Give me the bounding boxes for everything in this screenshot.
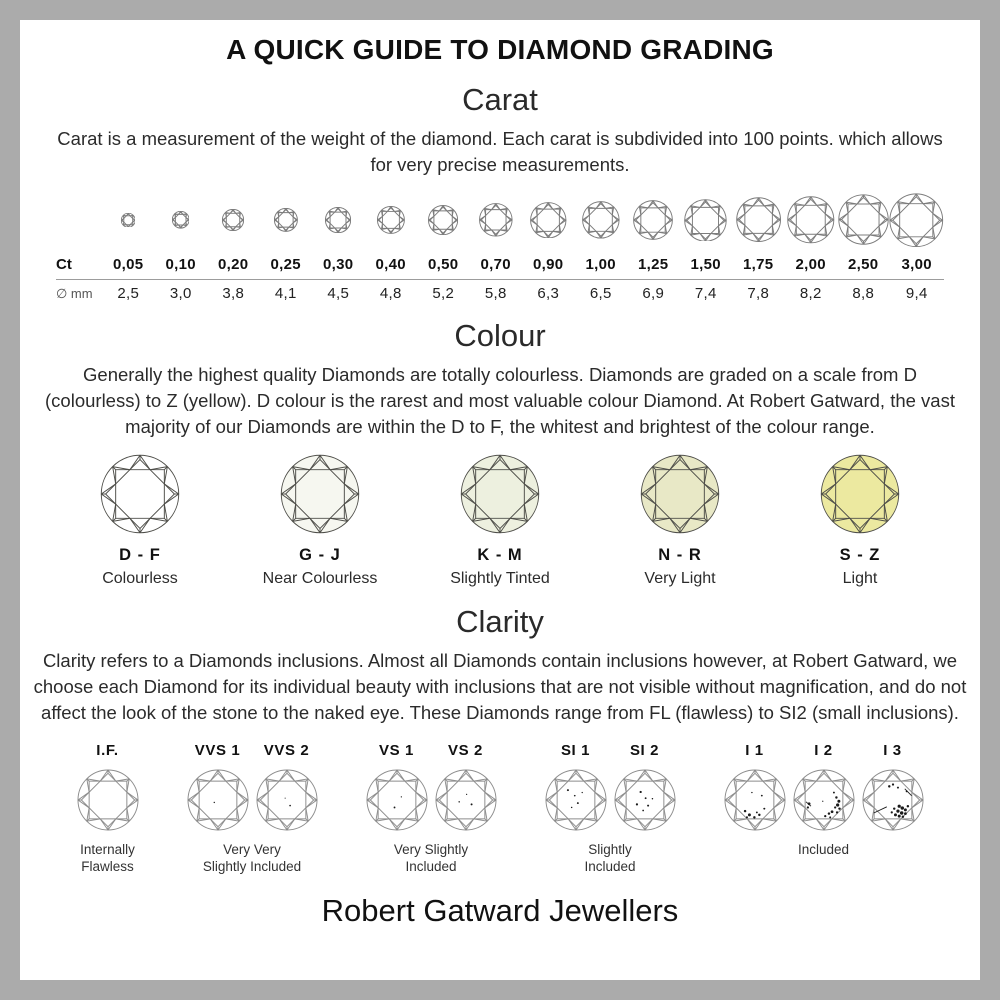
carat-ct-value: 0,05 xyxy=(113,256,144,273)
carat-mm-value: 8,2 xyxy=(799,285,822,302)
colour-grade-range: N - R xyxy=(658,546,702,564)
clarity-stone-icon xyxy=(187,769,249,831)
colour-grade-item xyxy=(780,454,940,588)
carat-mm-value: 4,8 xyxy=(379,285,402,302)
carat-stone-icon xyxy=(787,196,835,244)
clarity-stone-icon xyxy=(256,769,318,831)
carat-ct-value: 0,10 xyxy=(165,256,196,273)
carat-size-table xyxy=(56,190,944,302)
carat-stone-cell xyxy=(732,190,785,250)
carat-mm-value: 7,8 xyxy=(747,285,770,302)
carat-stone-icon xyxy=(633,200,673,240)
carat-ct-value: 0,90 xyxy=(533,256,564,273)
colour-stone-icon xyxy=(640,454,720,534)
carat-stone-icon xyxy=(172,211,189,228)
carat-ct-value: 1,75 xyxy=(743,256,774,273)
clarity-stone-column xyxy=(435,742,497,831)
carat-ct-value: 3,00 xyxy=(901,256,932,273)
carat-stone-icon xyxy=(889,193,944,248)
carat-stone-cell xyxy=(889,190,944,250)
carat-stone-icon xyxy=(121,213,136,228)
carat-ct-value: 0,50 xyxy=(428,256,459,273)
clarity-stone-icon xyxy=(862,769,924,831)
clarity-group-stones xyxy=(545,742,676,831)
colour-grade-name: Light xyxy=(842,570,878,587)
colour-grade-name: Near Colourless xyxy=(262,570,378,587)
colour-grade-item xyxy=(420,454,580,588)
brand-footer: Robert Gatward Jewellers xyxy=(321,893,679,928)
carat-stone-icon xyxy=(377,206,405,234)
clarity-grade-label: I 1 xyxy=(745,742,764,759)
carat-stone-cell xyxy=(364,190,417,250)
carat-mm-value: 4,1 xyxy=(274,285,297,302)
colour-grade-range: G - J xyxy=(299,546,341,564)
carat-stone-cell xyxy=(679,190,732,250)
clarity-stone-column xyxy=(256,742,318,831)
carat-ct-value: 0,40 xyxy=(375,256,406,273)
clarity-scale xyxy=(30,742,970,875)
clarity-stone-column xyxy=(862,742,924,831)
carat-ct-value: 1,00 xyxy=(585,256,616,273)
carat-mm-value: 8,8 xyxy=(852,285,875,302)
carat-stone-cell xyxy=(312,190,365,250)
carat-mm-value: 5,2 xyxy=(432,285,455,302)
carat-stone-cell xyxy=(102,190,154,250)
clarity-grade-label: I.F. xyxy=(96,742,119,759)
clarity-stone-column xyxy=(187,742,249,831)
clarity-group xyxy=(77,742,139,875)
carat-mm-value: 6,3 xyxy=(537,285,560,302)
clarity-group-caption: Internally Flawless xyxy=(80,842,135,874)
colour-stone-icon xyxy=(280,454,360,534)
clarity-stone-column xyxy=(724,742,786,831)
carat-mm-value: 9,4 xyxy=(905,285,928,302)
clarity-stone-icon xyxy=(366,769,428,831)
clarity-grade-label: I 3 xyxy=(883,742,902,759)
colour-grade-name: Slightly Tinted xyxy=(450,570,550,587)
carat-stone-cell xyxy=(417,190,470,250)
clarity-stone-icon xyxy=(435,769,497,831)
carat-mm-value: 6,5 xyxy=(589,285,612,302)
carat-mm-value: 7,4 xyxy=(694,285,717,302)
carat-section xyxy=(20,82,980,302)
clarity-stone-icon xyxy=(77,769,139,831)
clarity-stone-icon xyxy=(614,769,676,831)
clarity-grade-label: VVS 2 xyxy=(263,742,310,759)
colour-grade-item xyxy=(60,454,220,588)
colour-stone-icon xyxy=(820,454,900,534)
clarity-description: Clarity refers to a Diamonds inclusions. Almost all Diamonds contain inclusions however, at Robert Gatward, we choose each Diamond for its individual beauty with inclusions that are not visible without magnification, and do not affect the look of the stone to the naked eye. These Diamonds range from FL (flawless) to SI2 (small inclusions). xyxy=(33,650,967,723)
clarity-group-stones xyxy=(366,742,497,831)
clarity-group xyxy=(187,742,318,875)
carat-stone-icon xyxy=(222,209,244,231)
carat-stone-cell xyxy=(207,190,260,250)
clarity-stone-icon xyxy=(545,769,607,831)
clarity-stone-column xyxy=(545,742,607,831)
clarity-heading: Clarity xyxy=(456,604,544,639)
carat-heading: Carat xyxy=(462,82,538,117)
clarity-stone-column xyxy=(77,742,139,831)
carat-stone-cell xyxy=(469,190,522,250)
carat-ct-value: 0,30 xyxy=(323,256,354,273)
carat-ct-value: 0,70 xyxy=(480,256,511,273)
carat-ct-value: 2,50 xyxy=(848,256,879,273)
carat-mm-value: 3,8 xyxy=(222,285,245,302)
clarity-grade-label: I 2 xyxy=(814,742,833,759)
carat-row-label-mm: ∅ mm xyxy=(56,285,93,301)
carat-mm-value: 5,8 xyxy=(484,285,507,302)
carat-ct-value: 1,50 xyxy=(690,256,721,273)
carat-stone-icon xyxy=(530,202,567,239)
colour-grade-name: Colourless xyxy=(102,570,178,587)
carat-stone-cell xyxy=(574,190,627,250)
carat-mm-value: 6,9 xyxy=(642,285,665,302)
carat-stone-icon xyxy=(838,194,889,245)
colour-stone-icon xyxy=(460,454,540,534)
clarity-stone-icon xyxy=(724,769,786,831)
clarity-group-caption: Slightly Included xyxy=(584,842,636,874)
carat-stone-cell xyxy=(154,190,207,250)
clarity-stone-column xyxy=(614,742,676,831)
colour-heading: Colour xyxy=(454,318,546,353)
clarity-grade-label: VVS 1 xyxy=(194,742,241,759)
colour-description: Generally the highest quality Diamonds are totally colourless. Diamonds are graded on a scale from D (colourless) to Z (yellow). D colour is the rarest and most valuable colour Diamond. At Robert Gatward, the vast majority of our Diamonds are within the D to F, the whitest and brightest of the colour range. xyxy=(45,364,955,437)
carat-stone-icon xyxy=(479,203,513,237)
clarity-stone-icon xyxy=(793,769,855,831)
carat-stone-cell xyxy=(837,190,890,250)
carat-stone-icon xyxy=(582,201,620,239)
carat-stone-icon xyxy=(684,199,727,242)
clarity-group-stones xyxy=(724,742,924,831)
colour-grade-item xyxy=(600,454,760,588)
colour-grade-name: Very Light xyxy=(644,570,716,587)
colour-grade-item xyxy=(240,454,400,588)
clarity-grade-label: VS 2 xyxy=(448,742,483,759)
carat-ct-value: 0,25 xyxy=(270,256,301,273)
clarity-group-caption: Very Very Slightly Included xyxy=(202,842,302,874)
colour-scale xyxy=(60,454,940,588)
clarity-grade-label: SI 2 xyxy=(629,742,660,759)
carat-row-label-ct: Ct xyxy=(56,256,72,273)
clarity-grade-label: SI 1 xyxy=(560,742,591,759)
colour-section xyxy=(20,318,980,588)
clarity-stone-column xyxy=(366,742,428,831)
page-title: A QUICK GUIDE TO DIAMOND GRADING xyxy=(226,34,774,65)
carat-table-corner xyxy=(56,190,102,250)
clarity-section xyxy=(20,604,980,875)
carat-stone-cell xyxy=(627,190,680,250)
carat-description: Carat is a measurement of the weight of the diamond. Each carat is subdivided into 100 points. which allows for very precise measurements. xyxy=(57,128,943,175)
colour-grade-range: S - Z xyxy=(839,546,881,564)
clarity-group-caption: Very Slightly Included xyxy=(393,842,469,874)
colour-grade-range: D - F xyxy=(119,546,161,564)
clarity-group xyxy=(366,742,497,875)
carat-mm-value: 3,0 xyxy=(169,285,192,302)
carat-stone-cell xyxy=(259,190,312,250)
carat-stone-cell xyxy=(522,190,575,250)
clarity-grade-label: VS 1 xyxy=(379,742,414,759)
carat-mm-value: 2,5 xyxy=(117,285,140,302)
carat-mm-value: 4,5 xyxy=(327,285,350,302)
carat-stone-icon xyxy=(428,205,458,235)
carat-stone-icon xyxy=(736,197,781,242)
colour-grade-range: K - M xyxy=(477,546,523,564)
carat-ct-value: 0,20 xyxy=(218,256,249,273)
carat-ct-value: 2,00 xyxy=(795,256,826,273)
clarity-group-caption: Included xyxy=(797,842,850,857)
clarity-group xyxy=(545,742,676,875)
carat-stone-icon xyxy=(274,208,298,232)
clarity-group-stones xyxy=(187,742,318,831)
clarity-stone-column xyxy=(793,742,855,831)
carat-stone-icon xyxy=(325,207,351,233)
carat-stone-cell xyxy=(784,190,837,250)
clarity-group-stones xyxy=(77,742,139,831)
carat-ct-value: 1,25 xyxy=(638,256,669,273)
clarity-group xyxy=(724,742,924,858)
colour-stone-icon xyxy=(100,454,180,534)
